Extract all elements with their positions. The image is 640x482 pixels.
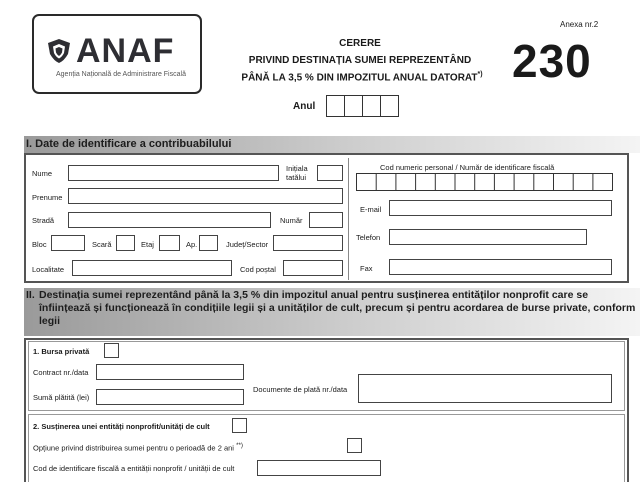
- strada-label: Stradă: [32, 216, 55, 225]
- logo-subtitle: Agenția Națională de Administrare Fiscală: [56, 71, 186, 78]
- logo-name: ANAF: [76, 32, 175, 70]
- cnp-field[interactable]: [356, 173, 613, 191]
- cod-postal-label: Cod poștal: [240, 265, 276, 274]
- year-digit-box[interactable]: [362, 95, 381, 117]
- strada-field[interactable]: [68, 212, 271, 228]
- year-digit-box[interactable]: [344, 95, 363, 117]
- optiune-footnote: **): [236, 442, 244, 449]
- optiune-label: Opțiune privind distribuirea sumei pentru o perioadă de 2 ani **): [33, 442, 244, 453]
- form-title-line3: PÂNĂ LA 3,5 % DIN IMPOZITUL ANUAL DATORAT*): [241, 71, 483, 84]
- nume-field[interactable]: [68, 165, 279, 181]
- prenume-field[interactable]: [68, 188, 343, 204]
- sustinere-checkbox[interactable]: [232, 418, 247, 433]
- section2-title: [24, 288, 640, 336]
- localitate-field[interactable]: [72, 260, 232, 276]
- footnote-marker: *): [477, 71, 483, 78]
- suma-label: Sumă plătită (lei): [33, 393, 90, 402]
- contract-label: Contract nr./data: [33, 368, 89, 377]
- judet-label: Județ/Sector: [226, 240, 269, 249]
- email-field[interactable]: [389, 200, 612, 216]
- suma-field[interactable]: [96, 389, 244, 405]
- year-digit-box[interactable]: [326, 95, 345, 117]
- cod-fiscal-field[interactable]: [257, 460, 381, 476]
- prenume-label: Prenume: [32, 193, 63, 202]
- cnp-label: Cod numeric personal / Număr de identificare fiscală: [380, 163, 555, 172]
- documente-label: Documente de plată nr./data: [253, 385, 348, 394]
- telefon-label: Telefon: [356, 233, 381, 242]
- section1-title: I. Date de identificare a contribuabilului: [24, 136, 640, 153]
- etaj-field[interactable]: [159, 235, 180, 251]
- form-title-line1: CERERE: [339, 38, 381, 49]
- shield-icon: [46, 38, 72, 64]
- form-title-line2: PRIVIND DESTINAȚIA SUMEI REPREZENTÂND: [248, 55, 472, 66]
- section2-number: II.: [26, 289, 35, 301]
- year-label: Anul: [293, 101, 316, 112]
- bloc-field[interactable]: [51, 235, 85, 251]
- contract-field[interactable]: [96, 364, 244, 380]
- scara-field[interactable]: [116, 235, 135, 251]
- anaf-logo: [32, 14, 202, 94]
- cod-postal-field[interactable]: [283, 260, 343, 276]
- cod-fiscal-label: Cod de identificare fiscală a entității nonprofit / unității de cult: [33, 464, 235, 473]
- section1-divider: [348, 158, 349, 280]
- bloc-label: Bloc: [32, 240, 47, 249]
- documente-field[interactable]: [358, 374, 612, 403]
- annex-label: Anexa nr.2: [560, 20, 599, 29]
- fax-label: Fax: [360, 264, 373, 273]
- section2-title-text: Destinația sumei reprezentând până la 3,5 % din impozitul anual pentru susținerea entităților nonprofit care se înființează și funcționează în condițiile legii și a unităților de cult, precum și pentru acordarea de burse private, conform legii: [39, 289, 636, 327]
- email-label: E-mail: [360, 205, 382, 214]
- sustinere-title: 2. Susținerea unei entități nonprofit/unități de cult: [33, 422, 210, 431]
- scara-label: Scară: [92, 240, 112, 249]
- year-digit-box[interactable]: [380, 95, 399, 117]
- optiune-checkbox[interactable]: [347, 438, 362, 453]
- judet-field[interactable]: [273, 235, 343, 251]
- numar-label: Număr: [280, 216, 303, 225]
- nume-label: Nume: [32, 169, 53, 178]
- year-input[interactable]: [326, 95, 398, 117]
- bursa-title: 1. Bursa privată: [33, 347, 90, 356]
- etaj-label: Etaj: [141, 240, 154, 249]
- localitate-label: Localitate: [32, 265, 65, 274]
- fax-field[interactable]: [389, 259, 612, 275]
- form-number: 230: [512, 35, 592, 87]
- ap-label: Ap.: [186, 240, 198, 249]
- bursa-checkbox[interactable]: [104, 343, 119, 358]
- initiala-field[interactable]: [317, 165, 343, 181]
- numar-field[interactable]: [309, 212, 343, 228]
- ap-field[interactable]: [199, 235, 218, 251]
- initiala-label: Inițiala tatălui: [286, 164, 308, 182]
- telefon-field[interactable]: [389, 229, 587, 245]
